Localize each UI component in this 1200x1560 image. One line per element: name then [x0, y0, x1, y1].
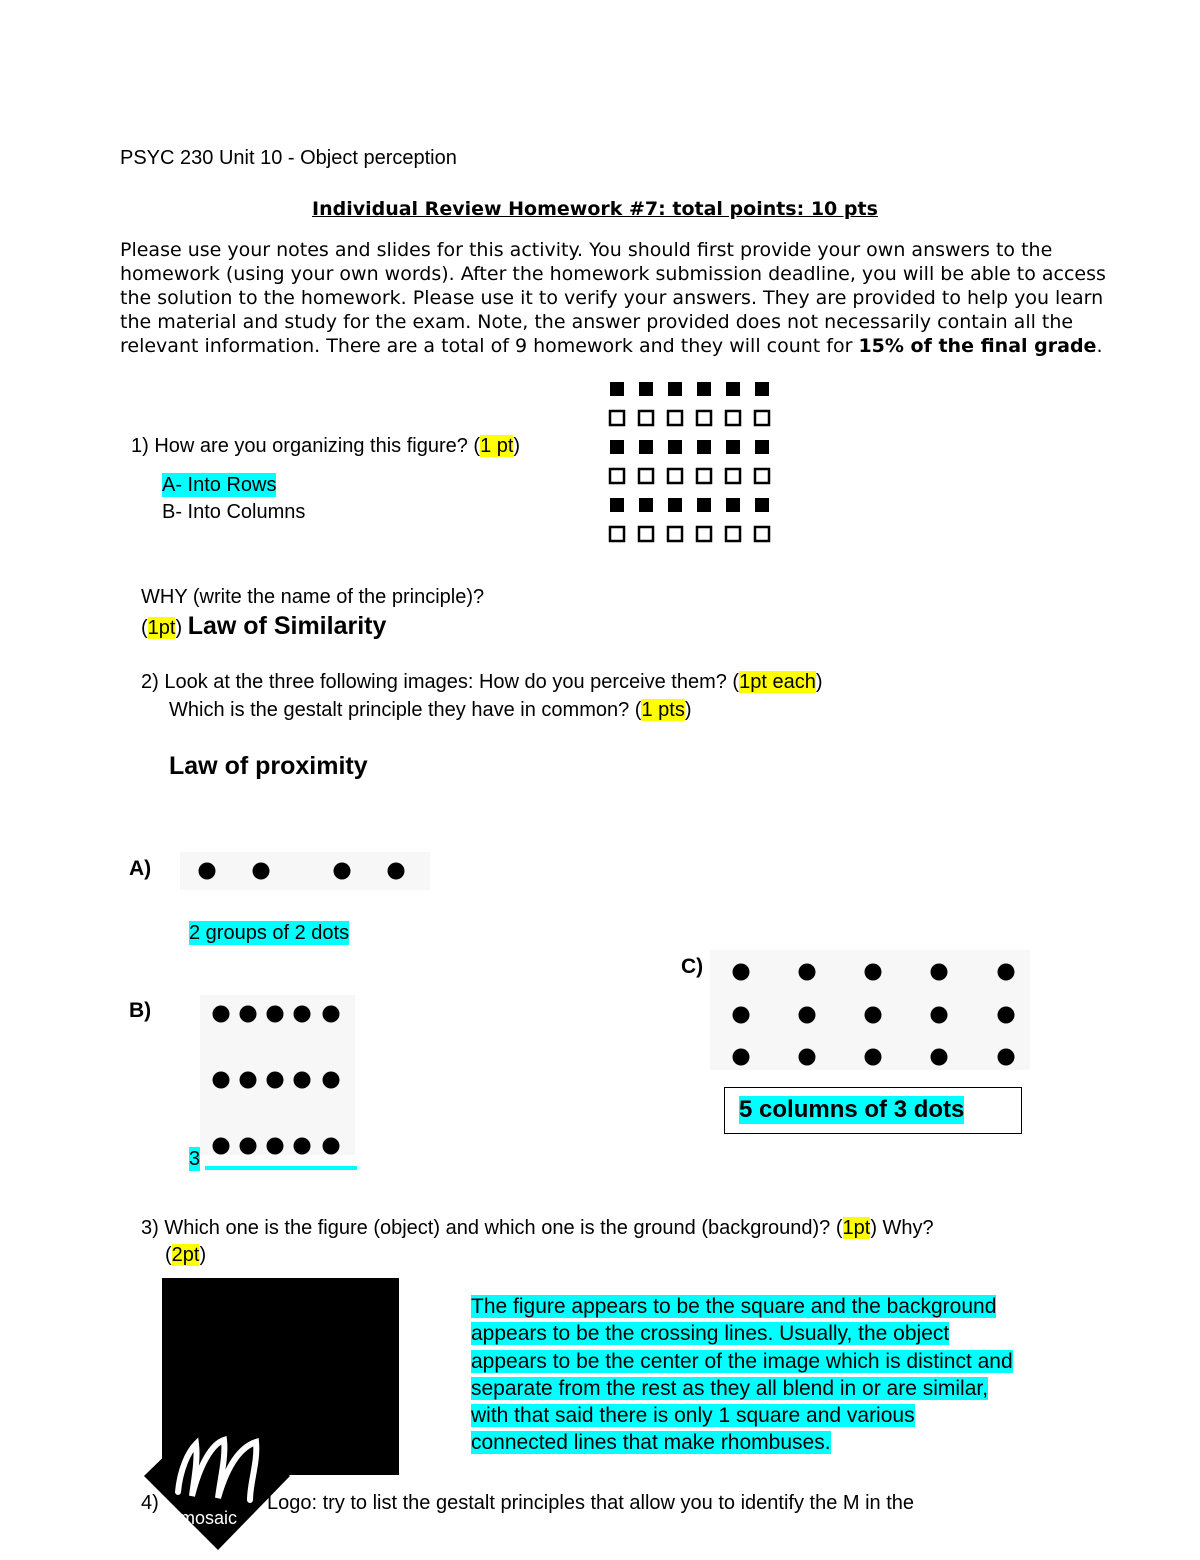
q3-answer-line: separate from the rest as they all blend in or are similar, [471, 1376, 989, 1400]
intro-text: Please use your notes and slides for this activity. You should first provide your own answers to the homework (using your own words). After the homework submission deadline, you will be able to access the solution to the homework. Please use it to verify your answers. They are provided to help you learn the material and study for the exam. Note, the answer provided does not necessarily contain all the relevant information. There are a total of 9 homework and they will count for [120, 239, 1106, 357]
dot [799, 1049, 816, 1066]
q3-prefix: 3) Which one is the figure (object) and which one is the ground (background)? ( [141, 1217, 843, 1239]
filled-square [697, 498, 711, 512]
q3-suffix: ) Why? [870, 1217, 934, 1239]
dot [931, 1049, 948, 1066]
dot [213, 1072, 230, 1089]
label-c: C) [681, 955, 704, 978]
filled-square [639, 382, 653, 396]
similarity-grid [600, 378, 770, 538]
q3-line2: (2pt) [165, 1244, 207, 1266]
intro-text-end: . [1096, 335, 1103, 357]
mosaic-logo-text: mosaic [180, 1508, 238, 1528]
open-square [755, 469, 769, 483]
dot [323, 1138, 340, 1155]
open-square [726, 411, 740, 425]
dot [267, 1006, 284, 1023]
dot [733, 1049, 750, 1066]
label-a: A) [129, 857, 152, 880]
q2-line2-prefix: Which is the gestalt principle they have in common? ( [169, 699, 642, 721]
dot [253, 863, 270, 880]
mosaic-logo [138, 1400, 298, 1560]
dot [733, 1007, 750, 1024]
filled-square [726, 498, 740, 512]
dot [733, 964, 750, 981]
open-square [668, 411, 682, 425]
filled-square [639, 440, 653, 454]
dot [240, 1006, 257, 1023]
q2-line2-points: 1 pts [641, 699, 685, 721]
dot [294, 1138, 311, 1155]
filled-square [755, 382, 769, 396]
filled-square [726, 382, 740, 396]
dot [388, 863, 405, 880]
q1-suffix: ) [513, 435, 521, 457]
q3-points: 1pt [842, 1217, 871, 1239]
label-b: B) [129, 999, 152, 1022]
answer-b-underline [205, 1166, 357, 1170]
q3-line2-points: 2pt [171, 1244, 200, 1266]
open-square [639, 469, 653, 483]
dot [799, 964, 816, 981]
filled-square [668, 440, 682, 454]
dot [998, 1007, 1015, 1024]
q1-option-b: B- Into Columns [162, 501, 306, 523]
q3-line1 [141, 1216, 934, 1240]
dot [865, 1007, 882, 1024]
q4-number: 4) [141, 1492, 159, 1514]
q1-question [131, 434, 520, 458]
answer-b: 3 [189, 1148, 201, 1170]
dot [213, 1006, 230, 1023]
q1-answer-line: (1pt) Law of Similarity [141, 612, 387, 640]
filled-square [610, 440, 624, 454]
answer-a: 2 groups of 2 dots [189, 922, 350, 944]
filled-square [726, 440, 740, 454]
dots-c [710, 950, 1030, 1070]
filled-square [610, 498, 624, 512]
dot [998, 964, 1015, 981]
q3-answer-line: The figure appears to be the square and the background [471, 1295, 997, 1318]
course-line: PSYC 230 Unit 10 - Object perception [120, 147, 457, 169]
dot [931, 1007, 948, 1024]
q1-answer-points: 1pt [147, 617, 176, 639]
dot [294, 1006, 311, 1023]
q3-answer-line: with that said there is only 1 square and various [471, 1404, 915, 1428]
open-square [697, 469, 711, 483]
dot [323, 1006, 340, 1023]
open-square [697, 411, 711, 425]
answer-c: 5 columns of 3 dots [739, 1096, 965, 1123]
q2-line1-points: 1pt each [739, 671, 816, 693]
homework-title: Individual Review Homework #7: total points: 10 pts [312, 198, 878, 220]
open-square [726, 469, 740, 483]
q2-line2: Which is the gestalt principle they have in common? (1 pts) [169, 699, 692, 721]
dot [998, 1049, 1015, 1066]
filled-square [697, 382, 711, 396]
q2-line1-prefix: 2) Look at the three following images: How do you perceive them? ( [141, 671, 740, 693]
intro-paragraph [120, 238, 1120, 358]
q2-answer: Law of proximity [169, 752, 368, 780]
filled-square [639, 498, 653, 512]
filled-square [668, 382, 682, 396]
dot [267, 1072, 284, 1089]
open-square [610, 411, 624, 425]
open-square [668, 469, 682, 483]
open-square [697, 527, 711, 541]
intro-bold: 15% of the final grade [858, 335, 1097, 357]
q3-answer-line: connected lines that make rhombuses. [471, 1431, 831, 1455]
open-square [639, 527, 653, 541]
q1-answer: Law of Similarity [187, 612, 387, 640]
q1-points: 1 pt [480, 435, 514, 457]
q4-text: Logo: try to list the gestalt principles that allow you to identify the M in the [267, 1492, 915, 1514]
dot [931, 964, 948, 981]
filled-square [755, 498, 769, 512]
dot [199, 863, 216, 880]
open-square [726, 527, 740, 541]
dot [267, 1138, 284, 1155]
q1-option-a: A- Into Rows [162, 474, 277, 496]
open-square [610, 469, 624, 483]
dots-b [200, 995, 360, 1155]
dot [240, 1138, 257, 1155]
dot [865, 1049, 882, 1066]
q3-answer-line: appears to be the center of the image which is distinct and [471, 1349, 1013, 1373]
filled-square [610, 382, 624, 396]
dot [213, 1138, 230, 1155]
dot [323, 1072, 340, 1089]
dot [865, 964, 882, 981]
open-square [668, 527, 682, 541]
open-square [610, 527, 624, 541]
dot [799, 1007, 816, 1024]
q1-prefix: 1) How are you organizing this figure? ( [131, 435, 481, 457]
q3-answer [471, 1293, 1091, 1457]
filled-square [697, 440, 711, 454]
dot [240, 1072, 257, 1089]
dot [294, 1072, 311, 1089]
q2-line1: 2) Look at the three following images: How do you perceive them? (1pt each) [141, 671, 823, 693]
open-square [755, 527, 769, 541]
open-square [755, 411, 769, 425]
dots-a [180, 852, 440, 892]
q1-why: WHY (write the name of the principle)? [141, 586, 485, 608]
open-square [639, 411, 653, 425]
q3-answer-line: appears to be the crossing lines. Usually, the object [471, 1322, 950, 1346]
filled-square [755, 440, 769, 454]
filled-square [668, 498, 682, 512]
dot [334, 863, 351, 880]
